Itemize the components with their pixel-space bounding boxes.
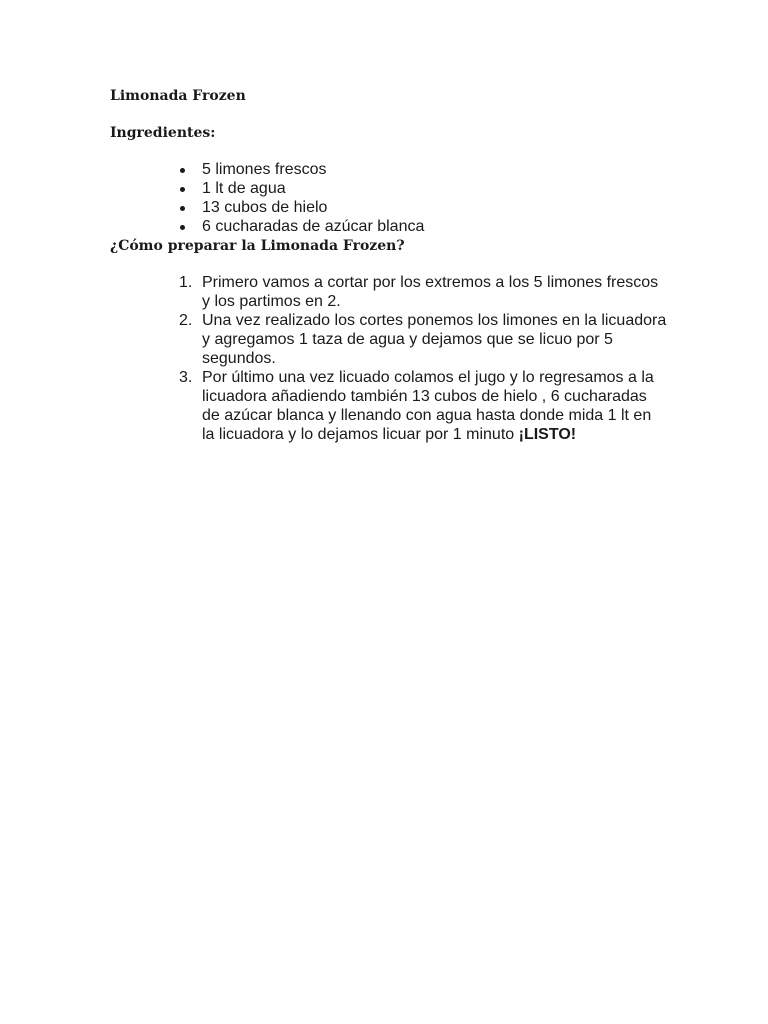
list-item xyxy=(178,160,424,179)
steps-heading: ¿Cómo preparar la Limonada Frozen? xyxy=(110,238,405,254)
list-item xyxy=(178,368,668,444)
ingredient-text: 5 limones frescos xyxy=(202,161,327,178)
step-number: 1. xyxy=(179,274,193,291)
steps-list xyxy=(178,273,668,444)
step-text: Primero vamos a cortar por los extremos a los 5 limones frescos y los partimos en 2. xyxy=(202,274,659,310)
ingredient-text: 13 cubos de hielo xyxy=(202,199,328,216)
ingredient-text: 1 lt de agua xyxy=(202,180,286,197)
list-item xyxy=(178,217,424,236)
step-emphasis: ¡LISTO! xyxy=(518,426,577,443)
bullet-icon xyxy=(180,225,185,230)
ingredients-list xyxy=(178,160,424,236)
step-number: 2. xyxy=(179,312,193,329)
ingredients-heading: Ingredientes: xyxy=(110,125,216,141)
bullet-icon xyxy=(180,168,185,173)
step-number: 3. xyxy=(179,369,193,386)
document-title: Limonada Frozen xyxy=(110,88,246,104)
step-text: Por último una vez licuado colamos el jugo y lo regresamos a la licuadora añadiendo también 13 cubos de hielo , 6 cucharadas de azúcar blanca y llenando con agua hasta donde mida 1 lt en la licuadora y lo dejamos licuar por 1 minuto xyxy=(202,369,654,443)
bullet-icon xyxy=(180,187,185,192)
list-item xyxy=(178,198,424,217)
list-item xyxy=(178,179,424,198)
bullet-icon xyxy=(180,206,185,211)
ingredient-text: 6 cucharadas de azúcar blanca xyxy=(202,218,425,235)
list-item xyxy=(178,273,668,311)
list-item xyxy=(178,311,668,368)
step-text: Una vez realizado los cortes ponemos los limones en la licuadora y agregamos 1 taza de agua y dejamos que se licuo por 5 segundos. xyxy=(202,312,667,367)
